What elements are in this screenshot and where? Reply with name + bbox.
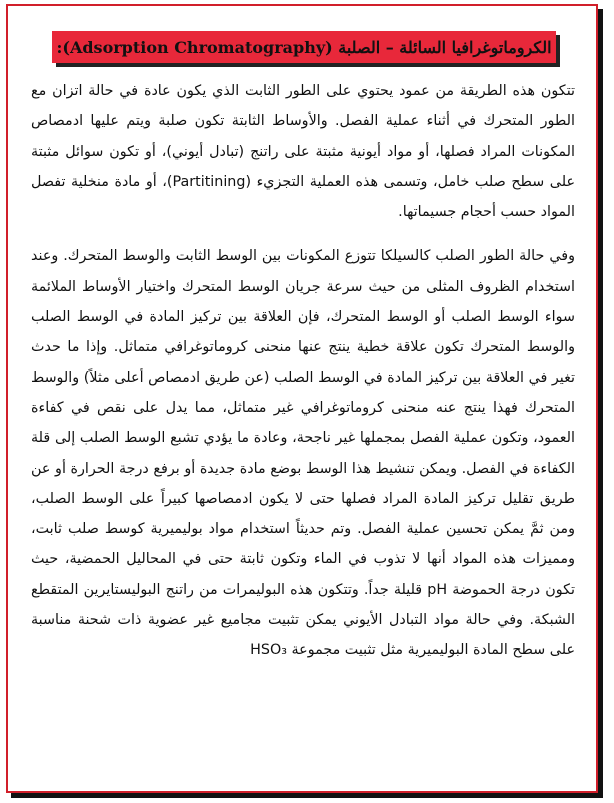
body-text (31, 76, 575, 666)
paragraph-1: تتكون هذه الطريقة من عمود يحتوي على الطور الثابت الذي يكون عادة في حالة اتزان مع الطور المتحرك في أثناء عملية الفصل. والأوساط الثابتة تكون صلبة ويتم عليها ادمصاص المكونات المراد فصلها، أو مواد أيونية مثبتة على راتنج (تبادل أيوني)، أو تكون سوائل مثبتة على سطح صلب خامل، وتسمى هذه العملية التجزيء (Partitining)، أو مادة منخلية تفصل المواد حسب أحجام جسيماتها. (31, 83, 575, 221)
paragraph-2: وفي حالة الطور الصلب كالسيلكا تتوزع المكونات بين الوسط الثابت والوسط المتحرك. وعند استخدام الظروف المثلى من حيث سرعة جريان الوسط المتحرك واختيار الأوساط الملائمة سواء الوسط الصلب أو الوسط المتحرك، فإن العلاقة بين تركيز المادة في الوسط الصلب والوسط المتحرك تكون علاقة خطية ينتج عنها منحنى كروماتوغرافي متماثل. وإذا ما حدث تغير في العلاقة بين تركيز المادة في الوسط الصلب (عن طريق ادمصاص أعلى مثلاً) والوسط المتحرك فهذا ينتج عنه منحنى كروماتوغرافي غير متماثل، مما يدل على نقص في كفاءة العمود، وتكون عملية الفصل بمجملها غير ناجحة، وعادة ما يؤدي تشبع الوسط الصلب إلى قلة الكفاءة في الفصل. ويمكن تنشيط هذا الوسط بوضع مادة جديدة أو برفع درجة الحرارة أو عن طريق تقليل تركيز المادة المراد فصلها حتى لا يكون ادمصاصها كبيراً على الوسط الصلب، ومن ثمَّ يمكن تحسين عملية الفصل. وتم حديثاً استخدام مواد بوليميرية كوسط صلب ثابت، ومميزات هذه المواد أنها لا تذوب في الماء وتكون ثابتة حتى في المحاليل الحمضية، حيث تكون درجة الحموضة pH قليلة جداً. وتتكون هذه البوليمرات من راتنج البوليستايرين المتقطع الشبكة. وفي حالة مواد التبادل الأيوني يمكن تثبيت مجاميع غير عضوية ذات شحنة مناسبة على سطح المادة البوليميرية مثل تثبيت مجموعة HSO₃ (31, 248, 575, 659)
title-banner (52, 31, 556, 63)
section-title: الكروماتوغرافيا السائلة – الصلبة (Adsorption Chromatography): (56, 37, 552, 57)
